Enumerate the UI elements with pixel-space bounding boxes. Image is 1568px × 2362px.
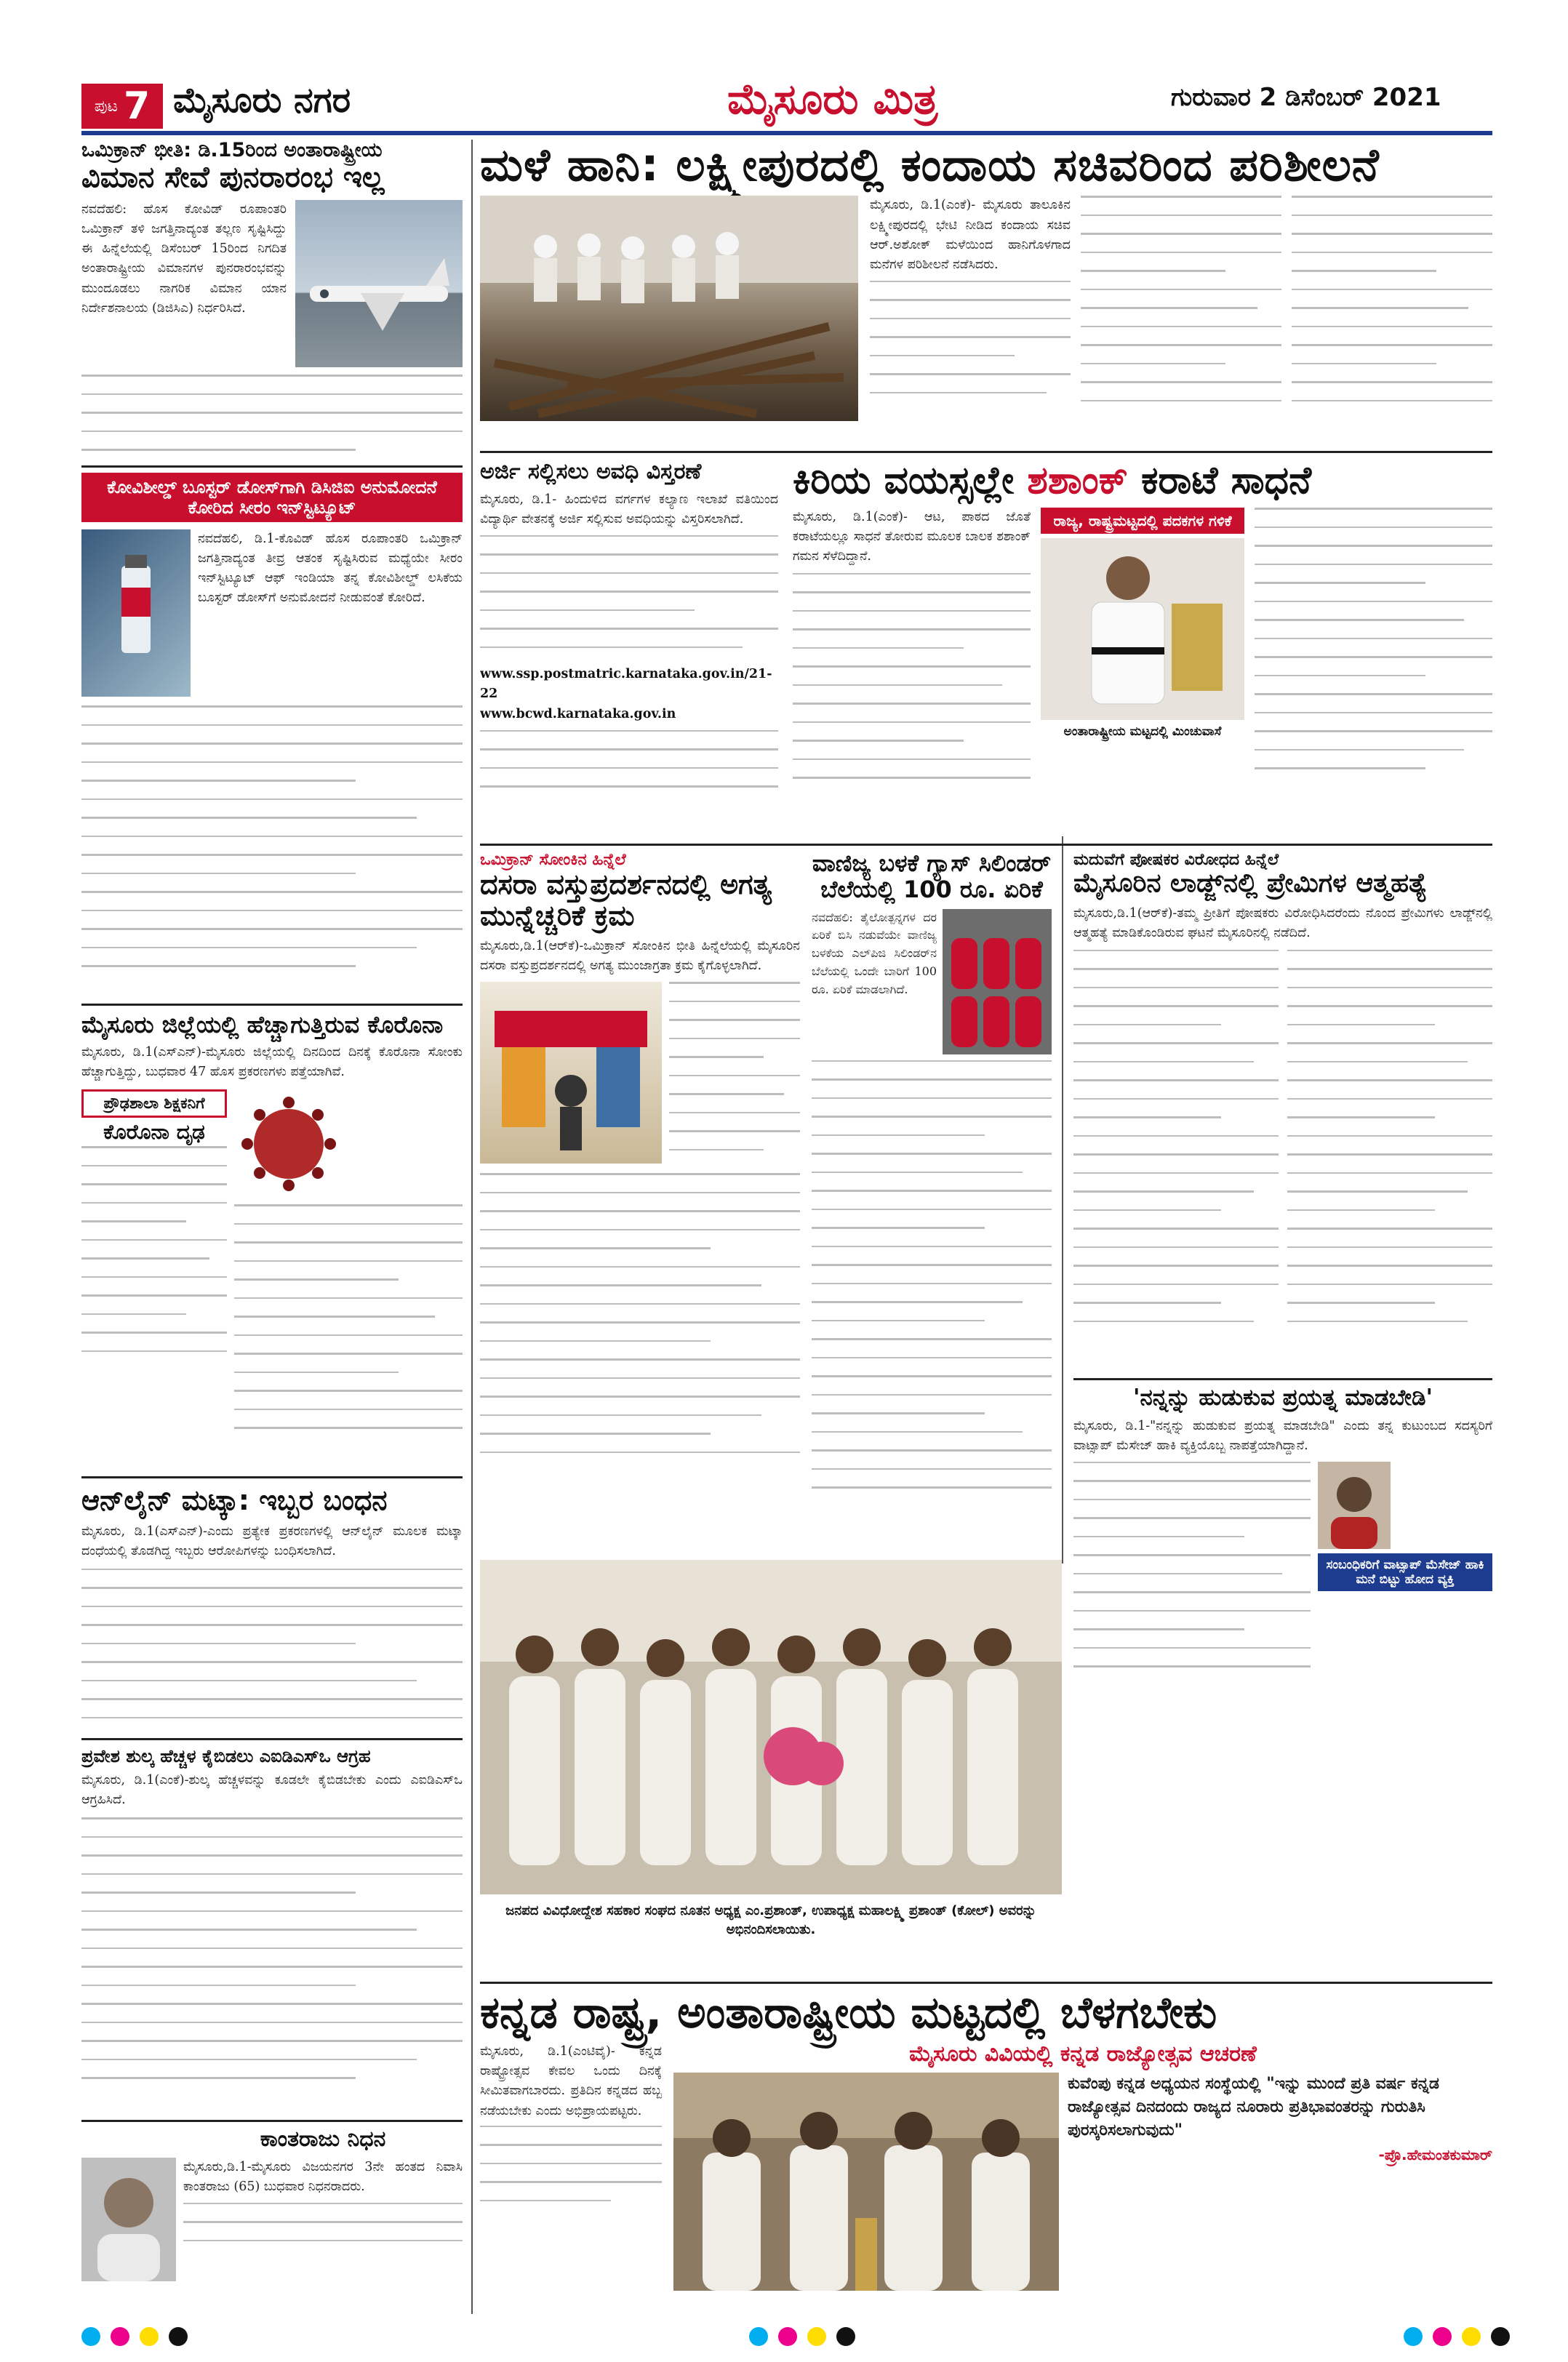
gas-cylinder-icon — [943, 909, 1052, 1054]
section-rule — [81, 2120, 463, 2122]
story-flights — [81, 140, 463, 460]
story-lead: ನವದೆಹಲಿ: ತೈಲೋತ್ಪನ್ನಗಳ ದರ ಏರಿಕೆ ಬಿಸಿ ನಡುವೆಯೇ ವಾಣಿಜ್ಯ ಬಳಕೆಯ ಎಲ್‌ಪಿಜಿ ಸಿಲಿಂಡರ್‌ನ ಬೆಲೆಯಲ್ಲಿ ಒಂದೇ ಬಾರಿಗೆ 100 ರೂ. ಏರಿಕೆ ಮಾಡಲಾಗಿದೆ. — [812, 910, 937, 996]
registration-marks-left — [81, 2327, 188, 2346]
story-search — [1073, 1385, 1492, 1800]
registration-marks-right — [1404, 2327, 1510, 2346]
missing-person-photo — [1318, 1462, 1391, 1549]
section-rule — [81, 465, 463, 468]
search-box: ಸಂಬಂಧಿಕರಿಗೆ ವಾಟ್ಸಾಪ್ ಮೆಸೇಜ್ ಹಾಕಿ ಮನೆ ಬಿಟ್ಟು ಹೋದ ವ್ಯಕ್ತಿ — [1318, 1553, 1492, 1591]
story-headline: ಮೈಸೂರು ಜಿಲ್ಲೆಯಲ್ಲಿ ಹೆಚ್ಚಾಗುತ್ತಿರುವ ಕೊರೊನಾ — [81, 1012, 444, 1038]
section-rule — [480, 451, 1492, 453]
story-link[interactable]: www.bcwd.karnataka.gov.in — [480, 706, 676, 721]
gas-cylinders-photo — [943, 909, 1052, 1054]
story-link[interactable]: www.ssp.postmatric.karnataka.gov.in/21-22 — [480, 667, 772, 702]
story-headline: ಪ್ರವೇಶ ಶುಲ್ಕ ಹೆಚ್ಚಳ ಕೈಬಿಡಲು ಎಐಡಿಎಸ್‌ಒ ಆಗ್ರಹ — [81, 1747, 371, 1766]
sub-story-headline: ಕೊರೊನಾ ದೃಢ — [103, 1120, 205, 1145]
page-number-box — [81, 84, 163, 129]
section-rule — [480, 1982, 1492, 1984]
story-lead: ಮೈಸೂರು,ಡಿ.1(ಆರ್‌ಕೆ)-ತಮ್ಮ ಪ್ರೀತಿಗೆ ಪೋಷಕರು ವಿರೋಧಿಸಿದರೆಂದು ನೊಂದ ಪ್ರೇಮಿಗಳು ಲಾಡ್ಜ್‌ನಲ್ಲಿ ಆತ್ಮಹತ್ಯೆ ಮಾಡಿಕೊಂಡಿರುವ ಘಟನೆ ಮೈಸೂರಿನಲ್ಲಿ ನಡೆದಿದೆ. — [1073, 906, 1492, 941]
story-headline: ಕೋವಿಶೀಲ್ಡ್ ಬೂಸ್ಟರ್ ಡೋಸ್‌ಗಾಗಿ ಡಿಸಿಜಿಐ ಅನುಮೋದನೆ ಕೋರಿದ ಸೀರಂ ಇನ್‌ಸ್ಟಿಟ್ಯೂಟ್ — [81, 473, 463, 522]
story-lead: ನವದೆಹಲಿ: ಹೊಸ ಕೋವಿಡ್ ರೂಪಾಂತರಿ ಒಮಿಕ್ರಾನ್ ತಳಿ ಜಗತ್ತಿನಾದ್ಯಂತ ತಲ್ಲಣ ಸೃಷ್ಟಿಸಿದ್ದು ಈ ಹಿನ್ನೆಲೆಯಲ್ಲಿ ಡಿಸೆಂಬರ್ 15ರಿಂದ ನಿಗದಿತ ಅಂತಾರಾಷ್ಟ್ರೀಯ ವಿಮಾನಗಳ ಪುನರಾರಂಭವನ್ನು ಮುಂದೂಡಲು ನಾಗರಿಕ ವಿಮಾನ ಯಾನ ನಿರ್ದೇಶನಾಲಯ (ಡಿಜಿಸಿಎ) ನಿರ್ಧರಿಸಿದೆ. — [81, 202, 287, 316]
section-rule — [480, 844, 1492, 846]
story-kannada — [480, 1989, 1492, 2316]
medal-box-heading: ರಾಜ್ಯ, ರಾಷ್ಟ್ರಮಟ್ಟದಲ್ಲಿ ಪದಕಗಳ ಗಳಿಕೆ — [1041, 508, 1244, 534]
paper-name: ಮೈಸೂರು ಮಿತ್ರ — [727, 74, 938, 124]
headline-name: ಶಶಾಂಕ್ — [1027, 460, 1128, 503]
section-rule — [81, 1004, 463, 1006]
masthead — [0, 0, 1568, 128]
story-lead: ಮೈಸೂರು, ಡಿ.1(ಎಂಕೆ)- ಆಟ, ಪಾಠದ ಜೊತೆ ಕರಾಟೆಯಲ್ಲೂ ಸಾಧನೆ ತೋರುವ ಮೂಲಕ ಬಾಲಕ ಶಶಾಂಕ್ ಗಮನ ಸೆಳೆದಿದ್ದಾನೆ. — [793, 510, 1031, 564]
story-headline: ಕಾಂತರಾಜು ನಿಧನ — [260, 2127, 386, 2152]
story-lead: ಮೈಸೂರು,ಡಿ.1-ಮೈಸೂರು ವಿಜಯನಗರ 3ನೇ ಹಂತದ ನಿವಾಸಿ ಕಾಂತರಾಜು (65) ಬುಧವಾರ ನಿಧನರಾದರು. — [183, 2159, 463, 2194]
group-photo-caption: ಜನಪದ ವಿವಿಧೋದ್ದೇಶ ಸಹಕಾರ ಸಂಘದ ನೂತನ ಅಧ್ಯಕ್ಷ ಎಂ.ಪ್ರಶಾಂತ್, ಉಪಾಧ್ಯಕ್ಷ ಮಹಾಲಕ್ಷ್ಮಿ ಪ್ರಶಾಂತ್ (ಕೋಲ್) ಅವರನ್ನು ಅಭಿನಂದಿಸಲಾಯಿತು. — [505, 1903, 1036, 1938]
cyan-dot — [81, 2327, 100, 2346]
magenta-dot — [111, 2327, 129, 2346]
yellow-dot — [807, 2327, 826, 2346]
story-booster — [81, 473, 463, 996]
cyan-dot — [1404, 2327, 1423, 2346]
story-headline: ಕನ್ನಡ ರಾಷ್ಟ್ರ, ಅಂತಾರಾಷ್ಟ್ರೀಯ ಮಟ್ಟದಲ್ಲಿ ಬೆಳಗಬೇಕು — [480, 1989, 1217, 2038]
story-headline: ಮೈಸೂರಿನ ಲಾಡ್ಜ್‌ನಲ್ಲಿ ಪ್ರೇಮಿಗಳ ಆತ್ಮಹತ್ಯೆ — [1073, 868, 1428, 898]
magenta-dot — [778, 2327, 797, 2346]
story-kicker: ಒಮಿಕ್ರಾನ್ ಭೀತಿ: ಡಿ.15ರಿಂದ ಅಂತಾರಾಷ್ಟ್ರೀಯ — [81, 140, 383, 161]
column-divider — [471, 140, 473, 2314]
section-rule — [81, 1738, 463, 1740]
coronavirus-icon — [234, 1089, 343, 1198]
rain-damage-photo — [480, 196, 858, 421]
sub-story-kicker: ಪ್ರೌಢಶಾಲಾ ಶಿಕ್ಷಕನಿಗೆ — [81, 1089, 227, 1118]
story-headline: ಮಳೆ ಹಾನಿ: ಲಕ್ಷ್ಮೀಪುರದಲ್ಲಿ ಕಂದಾಯ ಸಚಿವರಿಂದ ಪರಿಶೀಲನೆ — [480, 140, 1380, 191]
issue-date: ಗುರುವಾರ 2 ಡಿಸೆಂಬರ್ 2021 — [1171, 83, 1441, 112]
person-portrait-icon — [1318, 1462, 1391, 1549]
airplane-icon — [295, 200, 463, 367]
story-dasara — [480, 851, 800, 1549]
story-obituary — [81, 2127, 463, 2316]
story-deadline — [480, 460, 778, 838]
dignitaries-on-stage-photo-icon — [673, 2073, 1059, 2291]
story-headline: ಅರ್ಜಿ ಸಲ್ಲಿಸಲು ಅವಧಿ ವಿಸ್ತರಣೆ — [480, 460, 702, 484]
cyan-dot — [749, 2327, 768, 2346]
rajyotsava-event-photo — [673, 2073, 1059, 2291]
section-rule — [81, 1476, 463, 1478]
person-portrait-icon — [81, 2158, 176, 2281]
story-headline: ವಿಮಾನ ಸೇವೆ ಪುನರಾರಂಭ ಇಲ್ಲ — [81, 161, 385, 195]
story-lead: ಮೈಸೂರು, ಡಿ.1(ಎಂಟಿವೈ)- ಕನ್ನಡ ರಾಷ್ಟ್ರೋತ್ಸವ ಕೇವಲ ಒಂದು ದಿನಕ್ಕೆ ಸೀಮಿತವಾಗಬಾರದು. ಪ್ರತಿದಿನ ಕನ್ನಡದ ಹಬ್ಬ ನಡೆಯಬೇಕು ಎಂದು ಅಭಿಪ್ರಾಯಪಟ್ಟರು. — [480, 2044, 662, 2118]
story-karate — [793, 460, 1492, 838]
magenta-dot — [1433, 2327, 1452, 2346]
story-fee — [81, 1747, 463, 2114]
story-lead: ಮೈಸೂರು, ಡಿ.1(ಎಸ್‌ಎನ್)-ಎಂದು ಪ್ರತ್ಯೇಕ ಪ್ರಕರಣಗಳಲ್ಲಿ ಆನ್‌ಲೈನ್ ಮೂಲಕ ಮಟ್ಕಾ ದಂಧೆಯಲ್ಲಿ ತೊಡಗಿದ್ದ ಇಬ್ಬರು ಆರೋಪಿಗಳನ್ನು ಬಂಧಿಸಲಾಗಿದೆ. — [81, 1524, 463, 1558]
headline-part: ಕರಾಟೆ ಸಾಧನೆ — [1141, 460, 1312, 503]
pull-quote: ಕುವೆಂಪು ಕನ್ನಡ ಅಧ್ಯಯನ ಸಂಸ್ಥೆಯಲ್ಲಿ "ಇನ್ನು ಮುಂದೆ ಪ್ರತಿ ವರ್ಷ ಕನ್ನಡ ರಾಜ್ಯೋತ್ಸವ ದಿನದಂದು ರಾಜ್ಯದ ನೂರಾರು ಪ್ರತಿಭಾವಂತರನ್ನು ಗುರುತಿಸಿ ಪುರಸ್ಕರಿಸಲಾಗುವುದು" — [1068, 2074, 1439, 2139]
story-corona — [81, 1012, 463, 1470]
story-lead: ಮೈಸೂರು, ಡಿ.1(ಎಂಕೆ)- ಮೈಸೂರು ತಾಲೂಕಿನ ಲಕ್ಷ್ಮೀಪುರದಲ್ಲಿ ಭೇಟಿ ನೀಡಿದ ಕಂದಾಯ ಸಚಿವ ಆರ್.ಅಶೋಕ್ ಮಳೆಯಿಂದ ಹಾನಿಗೊಳಗಾದ ಮನೆಗಳ ಪರಿಶೀಲನೆ ನಡೆಸಿದರು. — [870, 198, 1071, 272]
story-lead: ಮೈಸೂರು, ಡಿ.1- ಹಿಂದುಳಿದ ವರ್ಗಗಳ ಕಲ್ಯಾಣ ಇಲಾಖೆ ವತಿಯಿಂದ ವಿದ್ಯಾರ್ಥಿ ವೇತನಕ್ಕೆ ಅರ್ಜಿ ಸಲ್ಲಿಸುವ ಅವಧಿಯನ್ನು ವಿಸ್ತರಿಸಲಾಗಿದೆ. — [480, 492, 778, 527]
student-in-karate-uniform-icon — [1041, 538, 1244, 720]
yellow-dot — [140, 2327, 159, 2346]
group-of-people-photo-icon — [480, 1560, 1062, 1894]
obituary-photo — [81, 2158, 176, 2281]
story-kicker: ಮದುವೆಗೆ ಪೋಷಕರ ವಿರೋಧದ ಹಿನ್ನೆಲೆ — [1073, 851, 1279, 869]
story-lodge — [1073, 851, 1492, 1374]
story-headline: ವಾಣಿಜ್ಯ ಬಳಕೆ ಗ್ಯಾಸ್ ಸಿಲಿಂಡರ್ ಬೆಲೆಯಲ್ಲಿ 100 ರೂ. ಏರಿಕೆ — [812, 851, 1052, 903]
story-kicker: ಒಮಿಕ್ರಾನ್ ಸೋಂಕಿನ ಹಿನ್ನೆಲೆ — [480, 851, 626, 869]
black-dot — [836, 2327, 855, 2346]
photo-caption: ಅಂತಾರಾಷ್ಟ್ರೀಯ ಮಟ್ಟದಲ್ಲಿ ಮಿಂಚುವಾಸೆ — [1063, 724, 1222, 740]
black-dot — [1491, 2327, 1510, 2346]
story-lead: ನವದೆಹಲಿ, ಡಿ.1-ಕೊವಿಡ್ ಹೊಸ ರೂಪಾಂತರಿ ಒಮಿಕ್ರಾನ್ ಜಗತ್ತಿನಾದ್ಯಂತ ತೀವ್ರ ಆತಂಕ ಸೃಷ್ಟಿಸಿರುವ ಮಧ್ಯೆಯೇ ಸೀರಂ ಇನ್‌ಸ್ಟಿಟ್ಯೂಟ್ ಆಫ್ ಇಂಡಿಯಾ ತನ್ನ ಕೋವಿಶೀಲ್ಡ್ ಲಸಿಕೆಯ ಬೂಸ್ಟರ್ ಡೋಸ್‌ಗೆ ಅನುಮೋದನೆ ನೀಡುವಂತೆ ಕೋರಿದೆ. — [198, 532, 463, 606]
story-online-matka — [81, 1485, 463, 1732]
virus-illustration — [234, 1089, 343, 1198]
story-lead: ಮೈಸೂರು, ಡಿ.1(ಎಂಕೆ)-ಶುಲ್ಕ ಹೆಚ್ಚಳವನ್ನು ಕೂಡಲೇ ಕೈಬಿಡಬೇಕು ಎಂದು ಎಐಡಿಎಸ್‌ಒ ಆಗ್ರಹಿಸಿದೆ. — [81, 1772, 463, 1807]
masthead-rule — [81, 131, 1492, 135]
vaccine-photo — [81, 529, 191, 697]
black-dot — [169, 2327, 188, 2346]
story-headline: ದಸರಾ ವಸ್ತುಪ್ರದರ್ಶನದಲ್ಲಿ ಅಗತ್ಯ ಮುನ್ನೆಚ್ಚರಿಕೆ ಕ್ರಮ — [480, 868, 772, 932]
page-number: 7 — [124, 84, 151, 128]
story-lead: ಮೈಸೂರು, ಡಿ.1(ಎಸ್‌ಎನ್)-ಮೈಸೂರು ಜಿಲ್ಲೆಯಲ್ಲಿ ದಿನದಿಂದ ದಿನಕ್ಕೆ ಕೊರೊನಾ ಸೋಂಕು ಹೆಚ್ಚಾಗುತ್ತಿದ್ದು, ಬುಧವಾರ 47 ಹೊಸ ಪ್ರಕರಣಗಳು ಪತ್ತೆಯಾಗಿವೆ. — [81, 1044, 463, 1079]
collapsed-house-photo-icon — [480, 196, 858, 421]
yellow-dot — [1462, 2327, 1481, 2346]
pull-quote-author: -ಪ್ರೊ.ಹೇಮಂತಕುಮಾರ್ — [1378, 2146, 1492, 2164]
story-gas — [812, 851, 1052, 1549]
karate-student-photo — [1041, 538, 1244, 720]
story-subhead: ಮೈಸೂರು ವಿವಿಯಲ್ಲಿ ಕನ್ನಡ ರಾಜ್ಯೋತ್ಸವ ಆಚರಣೆ — [909, 2041, 1257, 2067]
story-headline: ಆನ್‌ಲೈನ್ ಮಟ್ಕಾ: ಇಬ್ಬರ ಬಂಧನ — [81, 1485, 388, 1516]
exhibition-photo — [480, 982, 662, 1164]
story-headline — [793, 460, 1492, 502]
story-headline: 'ನನ್ನನ್ನು ಹುಡುಕುವ ಪ್ರಯತ್ನ ಮಾಡಬೇಡಿ' — [1132, 1385, 1433, 1411]
page-word: ಪುಟ — [94, 97, 119, 116]
airplane-photo — [295, 200, 463, 367]
section-name: ಮೈಸೂರು ನಗರ — [173, 80, 351, 121]
felicitation-group-photo — [480, 1560, 1062, 1894]
section-rule — [1073, 1378, 1492, 1380]
exhibition-stall-icon — [480, 982, 662, 1164]
story-lead: ಮೈಸೂರು, ಡಿ.1-"ನನ್ನನ್ನು ಹುಡುಕುವ ಪ್ರಯತ್ನ ಮಾಡಬೇಡಿ" ಎಂದು ತನ್ನ ಕುಟುಂಬದ ಸದಸ್ಯರಿಗೆ ವಾಟ್ಸಾಪ್ ಮೆಸೇಜ್ ಹಾಕಿ ವ್ಯಕ್ತಿಯೊಬ್ಬ ನಾಪತ್ತೆಯಾಗಿದ್ದಾನೆ. — [1073, 1418, 1492, 1453]
column-divider — [1062, 836, 1063, 1564]
vaccine-vial-icon — [81, 529, 191, 697]
headline-part: ಕಿರಿಯ ವಯಸ್ಸಲ್ಲೇ — [793, 460, 1015, 503]
story-lead: ಮೈಸೂರು,ಡಿ.1(ಆರ್‌ಕೆ)-ಒಮಿಕ್ರಾನ್ ಸೋಂಕಿನ ಭೀತಿ ಹಿನ್ನೆಲೆಯಲ್ಲಿ ಮೈಸೂರಿನ ದಸರಾ ವಸ್ತುಪ್ರದರ್ಶನದಲ್ಲಿ ಅಗತ್ಯ ಮುಂಜಾಗ್ರತಾ ಕ್ರಮ ಕೈಗೊಳ್ಳಲಾಗಿದೆ. — [480, 939, 800, 974]
registration-marks-center — [749, 2327, 855, 2346]
story-rain — [480, 140, 1492, 445]
